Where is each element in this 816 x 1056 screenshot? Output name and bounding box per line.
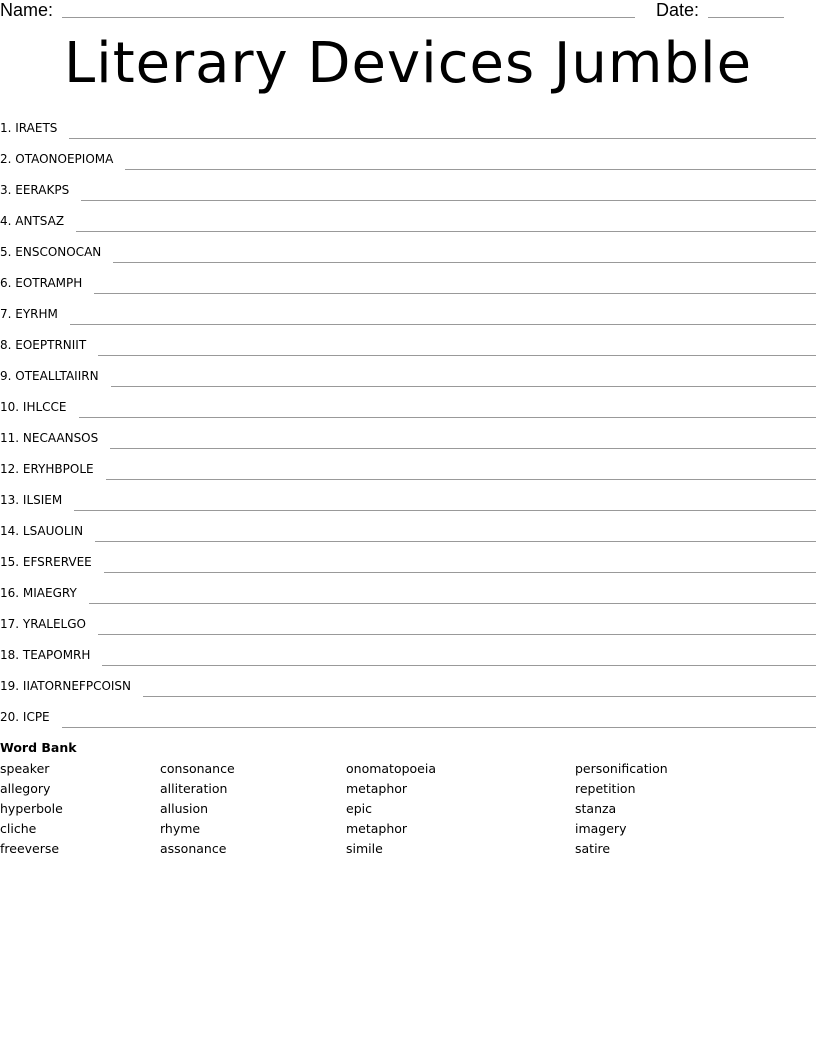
question-label: 15. EFSRERVEE xyxy=(0,555,92,569)
question-label: 4. ANTSAZ xyxy=(0,214,65,228)
question-label: 6. EOTRAMPH xyxy=(0,276,83,290)
header-row xyxy=(0,0,816,22)
answer-line[interactable] xyxy=(110,447,816,449)
answer-line[interactable] xyxy=(81,199,816,201)
question-row xyxy=(0,329,816,360)
question-label: 10. IHLCCE xyxy=(0,400,67,414)
question-row xyxy=(0,360,816,391)
word-bank-item: cliche xyxy=(0,821,37,836)
question-label: 14. LSAUOLIN xyxy=(0,524,84,538)
question-row xyxy=(0,577,816,608)
question-row xyxy=(0,267,816,298)
page-title: Literary Devices Jumble xyxy=(63,31,753,96)
date-field-line[interactable] xyxy=(708,17,784,18)
question-row xyxy=(0,174,816,205)
word-bank-item: hyperbole xyxy=(0,801,63,816)
answer-line[interactable] xyxy=(104,571,816,573)
question-row xyxy=(0,453,816,484)
question-row xyxy=(0,484,816,515)
question-row xyxy=(0,205,816,236)
question-label: 16. MIAEGRY xyxy=(0,586,77,600)
answer-line[interactable] xyxy=(74,509,816,511)
word-bank-item: rhyme xyxy=(160,821,201,836)
word-bank-item: freeverse xyxy=(0,841,60,856)
word-bank-column xyxy=(575,759,668,859)
name-label: Name: xyxy=(0,0,54,20)
word-bank-item: metaphor xyxy=(346,781,408,796)
word-bank-item: stanza xyxy=(575,801,617,816)
word-bank-grid xyxy=(0,759,816,859)
question-label: 3. EERAKPS xyxy=(0,183,70,197)
question-row xyxy=(0,639,816,670)
word-bank-column xyxy=(160,759,235,859)
answer-line[interactable] xyxy=(102,664,816,666)
word-bank-item: assonance xyxy=(160,841,227,856)
word-bank-item: satire xyxy=(575,841,611,856)
word-bank-column xyxy=(346,759,436,859)
answer-line[interactable] xyxy=(76,230,816,232)
question-row xyxy=(0,422,816,453)
word-bank-item: repetition xyxy=(575,781,636,796)
question-row xyxy=(0,143,816,174)
word-bank-item: epic xyxy=(346,801,372,816)
question-row xyxy=(0,546,816,577)
question-label: 17. YRALELGO xyxy=(0,617,86,631)
question-label: 5. ENSCONOCAN xyxy=(0,245,102,259)
question-row xyxy=(0,112,816,143)
question-label: 2. OTAONOEPIOMA xyxy=(0,152,114,166)
question-label: 18. TEAPOMRH xyxy=(0,648,91,662)
question-row xyxy=(0,608,816,639)
answer-line[interactable] xyxy=(111,385,816,387)
question-label: 1. IRAETS xyxy=(0,121,58,135)
word-bank-item: personification xyxy=(575,761,668,776)
word-bank-title: Word Bank xyxy=(0,740,77,755)
question-row xyxy=(0,236,816,267)
word-bank-item: simile xyxy=(346,841,383,856)
date-label: Date: xyxy=(656,0,700,20)
question-label: 20. ICPE xyxy=(0,710,50,724)
answer-line[interactable] xyxy=(70,323,816,325)
word-bank-item: speaker xyxy=(0,761,50,776)
question-list xyxy=(0,112,816,732)
word-bank-item: allusion xyxy=(160,801,209,816)
question-label: 9. OTEALLTAIIRN xyxy=(0,369,99,383)
question-label: 19. IIATORNEFPCOISN xyxy=(0,679,132,693)
word-bank-item: alliteration xyxy=(160,781,228,796)
answer-line[interactable] xyxy=(106,478,816,480)
question-label: 8. EOEPTRNIIT xyxy=(0,338,87,352)
word-bank xyxy=(0,739,816,859)
word-bank-item: allegory xyxy=(0,781,51,796)
answer-line[interactable] xyxy=(62,726,816,728)
answer-line[interactable] xyxy=(79,416,816,418)
answer-line[interactable] xyxy=(113,261,816,263)
answer-line[interactable] xyxy=(94,292,816,294)
question-label: 11. NECAANSOS xyxy=(0,431,99,445)
question-label: 13. ILSIEM xyxy=(0,493,63,507)
question-row xyxy=(0,391,816,422)
answer-line[interactable] xyxy=(89,602,816,604)
answer-line[interactable] xyxy=(125,168,816,170)
word-bank-column xyxy=(0,759,63,859)
name-field-line[interactable] xyxy=(62,17,635,18)
question-label: 12. ERYHBPOLE xyxy=(0,462,94,476)
question-row xyxy=(0,515,816,546)
question-row xyxy=(0,298,816,329)
question-row xyxy=(0,670,816,701)
answer-line[interactable] xyxy=(95,540,816,542)
answer-line[interactable] xyxy=(98,354,816,356)
question-label: 7. EYRHM xyxy=(0,307,58,321)
word-bank-item: imagery xyxy=(575,821,627,836)
word-bank-item: onomatopoeia xyxy=(346,761,437,776)
answer-line[interactable] xyxy=(143,695,816,697)
answer-line[interactable] xyxy=(98,633,816,635)
answer-line[interactable] xyxy=(69,137,816,139)
question-row xyxy=(0,701,816,732)
word-bank-item: consonance xyxy=(160,761,235,776)
word-bank-item: metaphor xyxy=(346,821,408,836)
